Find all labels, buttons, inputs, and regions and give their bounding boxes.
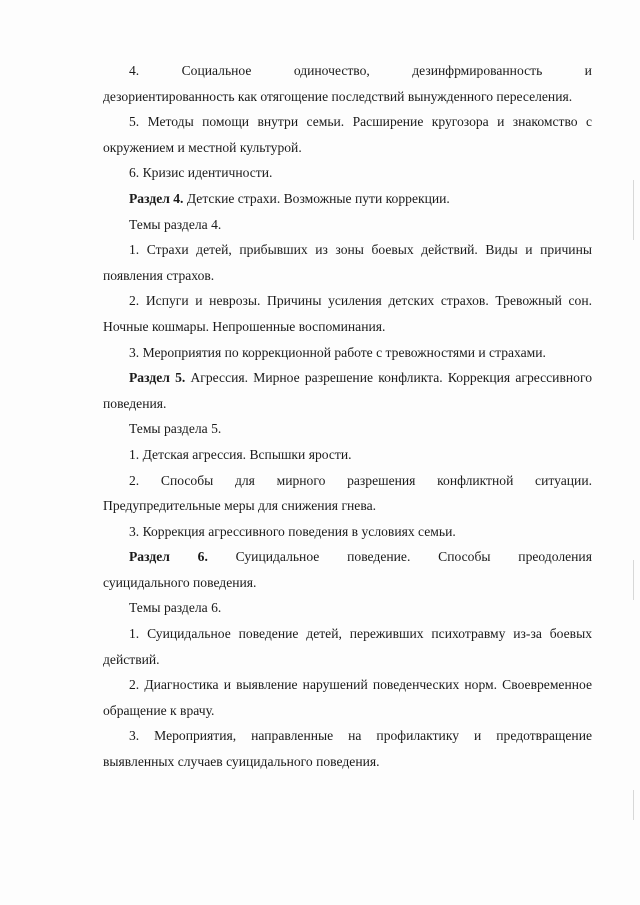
section6-label-word: 6. xyxy=(197,549,208,565)
scan-edge-mark xyxy=(633,180,634,240)
section6-heading-first-line xyxy=(103,544,592,570)
section5-topic: 2. Способы для мирного разрешения конфликтной ситуации. Предупредительные меры для снижения гнева. xyxy=(103,472,592,514)
item4-word: и xyxy=(584,63,592,78)
item4-continuation: дезориентированность как отягощение последствий вынужденного переселения. xyxy=(103,88,573,104)
section5-topic: 1. Детская агрессия. Вспышки ярости. xyxy=(129,446,352,462)
section5-topics-heading: Темы раздела 5. xyxy=(129,421,222,437)
section4-topic: 3. Мероприятия по коррекционной работе с тревожностями и страхами. xyxy=(129,344,546,360)
section4-label: Раздел 4. xyxy=(129,190,184,206)
item4-word: дезинфрмированность xyxy=(412,63,543,78)
section6-title-word: Суицидальное xyxy=(235,549,320,565)
section6-title-word: преодоления xyxy=(518,549,592,565)
section4-topic: 1. Страхи детей, прибывших из зоны боевых действий. Виды и причины появления страхов. xyxy=(103,242,592,283)
document-body xyxy=(103,58,592,775)
section6-title-word: поведение. xyxy=(347,549,411,565)
section6-topics-heading: Темы раздела 6. xyxy=(129,600,222,616)
scan-edge-mark xyxy=(633,560,634,600)
item4-word: 4. xyxy=(129,63,140,78)
item6-paragraph: 6. Кризис идентичности. xyxy=(129,165,273,181)
section5-topic: 3. Коррекция агрессивного поведения в условиях семьи. xyxy=(129,523,456,539)
section5-label: Раздел 5. xyxy=(129,370,186,386)
item4-first-line xyxy=(103,58,592,84)
section6-label-word: Раздел xyxy=(129,549,170,565)
section4-topic: 2. Испуги и неврозы. Причины усиления детских страхов. Тревожный сон. Ночные кошмары. Непрошенные воспоминания. xyxy=(103,293,592,334)
item4-word: Социальное xyxy=(181,63,252,78)
section4-topics-heading: Темы раздела 4. xyxy=(129,216,222,232)
section5-heading xyxy=(103,365,592,416)
section4-title: Детские страхи. Возможные пути коррекции. xyxy=(183,190,450,206)
scan-edge-mark xyxy=(633,790,634,820)
section6-topic: 2. Диагностика и выявление нарушений поведенческих норм. Своевременное обращение к врачу. xyxy=(103,677,592,718)
section6-title-word: Способы xyxy=(438,549,491,565)
section6-title-continuation: суицидального поведения. xyxy=(103,574,257,590)
section6-topic: 1. Суицидальное поведение детей, переживших психотравму из-за боевых действий. xyxy=(103,626,592,667)
item5-paragraph: 5. Методы помощи внутри семьи. Расширение кругозора и знакомство с окружением и местной культурой. xyxy=(103,114,592,155)
section6-topic: 3. Мероприятия, направленные на профилактику и предотвращение выявленных случаев суицидального поведения. xyxy=(103,728,592,770)
section5-title: Агрессия. Мирное разрешение конфликта. Коррекция агрессивного поведения. xyxy=(103,370,592,411)
item4-word: одиночество, xyxy=(293,63,370,78)
section4-heading xyxy=(103,186,592,212)
